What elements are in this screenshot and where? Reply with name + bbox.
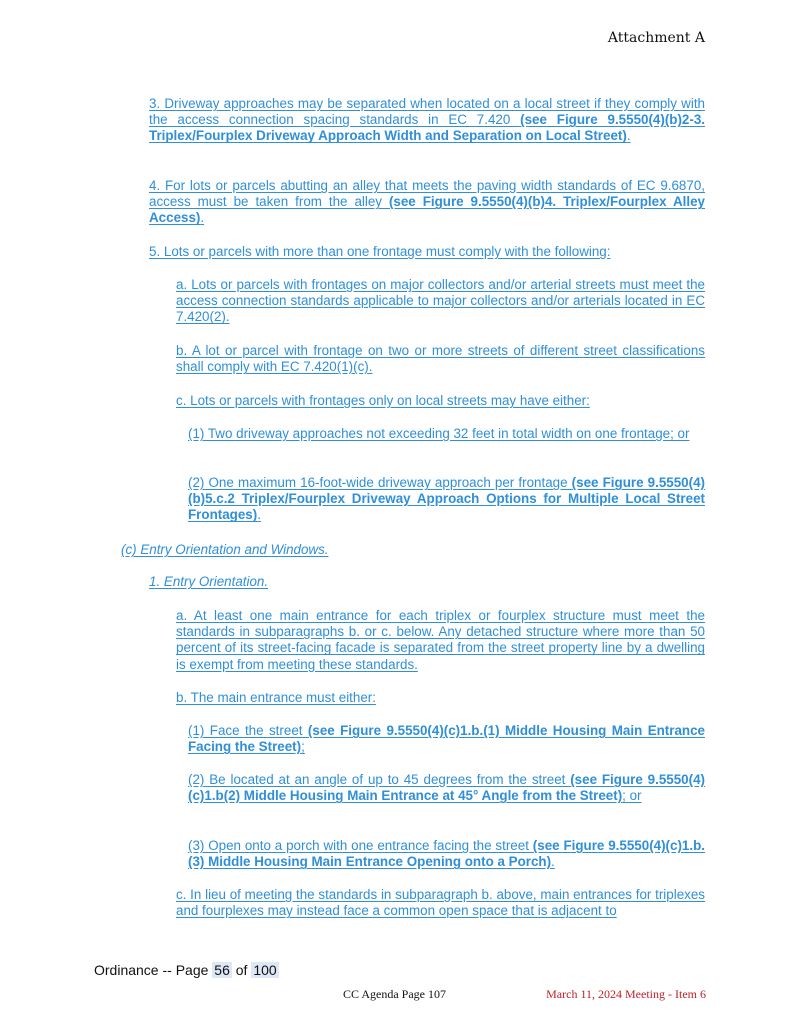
paragraph-c1c: c. In lieu of meeting the standards in subparagraph b. above, main entrances for triplexes and fourplexes may instead face a common open space that is adjacent to: [176, 887, 705, 919]
paragraph-3-text: 3. Driveway approaches may be separated when located on a local street if they comply with the access connection spacing standards in EC 7.420: [149, 96, 705, 128]
subsection-1-heading: [149, 574, 705, 590]
attachment-label: Attachment A: [607, 30, 705, 46]
paragraph-4-end: .: [200, 210, 205, 226]
paragraph-c1b1-end: ;: [301, 739, 305, 755]
figure-reference: (see Figure 9.5550(4)(b)4. Triplex/Fourplex Alley Access): [149, 194, 705, 226]
paragraph-5c2-end: .: [257, 507, 261, 523]
subsection-1-heading-text: 1. Entry Orientation.: [149, 574, 269, 589]
current-page-number: 56: [214, 962, 230, 978]
paragraph-c1b3: [188, 838, 705, 870]
figure-reference: (see Figure 9.5550(4)(c)1.b.(1) Middle Housing Main Entrance Facing the Street): [188, 723, 705, 755]
paragraph-5c1: (1) Two driveway approaches not exceeding 32 feet in total width on one frontage; or: [188, 426, 690, 441]
total-pages-number: 100: [253, 962, 277, 978]
paragraph-c1b1-text: (1) Face the street: [188, 723, 308, 738]
paragraph-c1b2-text: (2) Be located at an angle of up to 45 degrees from the street: [188, 772, 571, 787]
paragraph-5b: b. A lot or parcel with frontage on two or more streets of different street classifications shall comply with EC 7.420(1)(c).: [176, 343, 705, 375]
paragraph-3-end: .: [626, 128, 631, 144]
paragraph-c1b3-text: (3) Open onto a porch with one entrance facing the street: [188, 838, 533, 853]
paragraph-c1b2: [188, 772, 705, 804]
figure-reference: (see Figure 9.5550(4)(b)5.c.2 Triplex/Fourplex Driveway Approach Options for Multiple Local Street Frontages): [188, 475, 705, 523]
paragraph-4: [149, 178, 705, 227]
paragraph-5: 5. Lots or parcels with more than one frontage must comply with the following:: [149, 244, 611, 259]
figure-reference: (see Figure 9.5550(4)(c)1.b.(3) Middle Housing Main Entrance Opening onto a Porch): [188, 838, 705, 870]
figure-reference: (see Figure 9.5550(4)(c)1.b(2) Middle Housing Main Entrance at 45° Angle from the Street): [188, 772, 705, 804]
ordinance-page-label: Ordinance -- Page: [94, 962, 209, 978]
paragraph-c1b2-end: ; or: [622, 788, 642, 804]
meeting-label: March 11, 2024 Meeting - Item 6: [546, 987, 706, 1001]
section-c-heading-text: (c) Entry Orientation and Windows.: [121, 542, 329, 557]
paragraph-c1b3-end: .: [551, 854, 555, 870]
paragraph-3: [149, 96, 705, 145]
section-c-heading: [121, 542, 705, 558]
agenda-page-label: CC Agenda Page 107: [343, 987, 446, 1001]
paragraph-5a: a. Lots or parcels with frontages on major collectors and/or arterial streets must meet the access connection standards applicable to major collectors and/or arterials located in EC 7.420(2).: [176, 277, 705, 325]
paragraph-5c: c. Lots or parcels with frontages only on local streets may have either:: [176, 393, 590, 408]
figure-reference: (see Figure 9.5550(4)(b)2-3. Triplex/Fourplex Driveway Approach Width and Separation on Local Street): [149, 112, 705, 144]
paragraph-c1b: b. The main entrance must either:: [176, 690, 376, 705]
paragraph-5c2: [188, 475, 705, 524]
paragraph-c1a: a. At least one main entrance for each triplex or fourplex structure must meet the standards in subparagraphs b. or c. below. Any detached structure where more than 50 percent of its street-facing facade is separated from the street property line by a dwelling is exempt from meeting these standards.: [176, 608, 705, 672]
page-counter: [94, 962, 279, 978]
of-label: of: [235, 962, 248, 978]
paragraph-4-text: 4. For lots or parcels abutting an alley that meets the paving width standards of EC 9.6870, access must be taken from the alley: [149, 178, 705, 210]
paragraph-c1b1: [188, 723, 705, 755]
paragraph-5c2-text: (2) One maximum 16-foot-wide driveway approach per frontage: [188, 475, 572, 490]
